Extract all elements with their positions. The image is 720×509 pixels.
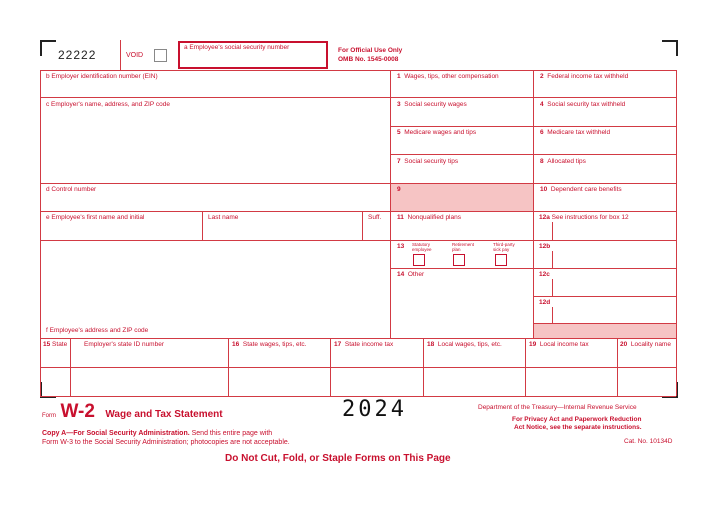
void-label: VOID [126,52,144,59]
department-line: Department of the Treasury—Internal Revenue Service [478,404,637,411]
box-1-label: 1 Wages, tips, other compensation [397,73,499,80]
third-party-sick-pay-label: Third-party sick pay [493,242,515,252]
box-13-number: 13 [397,243,405,250]
box-8-label: 8 Allocated tips [540,158,586,165]
box-6-label: 6 Medicare tax withheld [540,129,611,136]
box-2-label: 2 Federal income tax withheld [540,73,629,80]
box-c-label: c Employer's name, address, and ZIP code [46,101,170,108]
official-use-label: For Official Use Only [338,47,403,54]
box-12b-label: 12b [539,243,551,250]
omb-number: OMB No. 1545-0008 [338,56,399,63]
box-17-label: 17 State income tax [334,341,394,348]
control-code: 22222 [58,48,97,62]
form-title: Wage and Tax Statement [105,409,223,420]
box-f-label: f Employee's address and ZIP code [46,327,149,334]
box-14-label: 14 Other [397,271,425,278]
w2-form-grid [40,40,676,396]
box-a-label: a Employee's social security number [184,44,290,51]
box-4-label: 4 Social security tax withheld [540,101,626,108]
box-16-label: 16 State wages, tips, etc. [232,341,307,348]
box-9-label: 9 [397,186,401,193]
statutory-employee-checkbox[interactable] [413,254,425,266]
form-identifier [42,401,223,423]
box-12d-label: 12d [539,299,551,306]
box-b-label: b Employer identification number (EIN) [46,73,158,80]
void-checkbox[interactable] [154,49,167,62]
box-5-label: 5 Medicare wages and tips [397,129,477,136]
box-12-shaded-strip [533,323,676,338]
box-11-label: 11 Nonqualified plans [397,214,461,221]
box-15-state-id-label: Employer's state ID number [84,341,164,348]
box-18-label: 18 Local wages, tips, etc. [427,341,502,348]
box-3-label: 3 Social security wages [397,101,467,108]
form-name: W-2 [60,401,95,422]
do-not-cut-warning: Do Not Cut, Fold, or Staple Forms on This Page [225,453,451,464]
box-15-label: 15 State [43,341,68,348]
copy-a-line-2: Form W-3 to the Social Security Administration; photocopies are not acceptable. [42,439,290,446]
box-e-label: e Employee's first name and initial [46,214,145,221]
suffix-label: Suff. [368,214,382,221]
box-d-label: d Control number [46,186,97,193]
box-10-label: 10 Dependent care benefits [540,186,622,193]
privacy-notice-2: Act Notice, see the separate instructions. [514,424,642,431]
box-12c-label: 12c [539,271,550,278]
third-party-sick-pay-checkbox[interactable] [495,254,507,266]
last-name-label: Last name [208,214,239,221]
box-7-label: 7 Social security tips [397,158,459,165]
tax-year: 2024 [342,397,407,422]
form-word: Form [42,413,56,419]
retirement-plan-label: Retirement plan [452,242,475,252]
box-9-shaded [390,183,533,211]
copy-a-line-1: Copy A—For Social Security Administration. Send this entire page with [42,430,273,437]
box-19-label: 19 Local income tax [529,341,589,348]
catalog-number: Cat. No. 10134D [624,438,673,445]
box-12a-label: 12a See instructions for box 12 [539,214,629,221]
privacy-notice-1: For Privacy Act and Paperwork Reduction [512,416,642,423]
box-20-label: 20 Locality name [620,341,671,348]
retirement-plan-checkbox[interactable] [453,254,465,266]
statutory-employee-label: Statutory employee [412,242,432,252]
